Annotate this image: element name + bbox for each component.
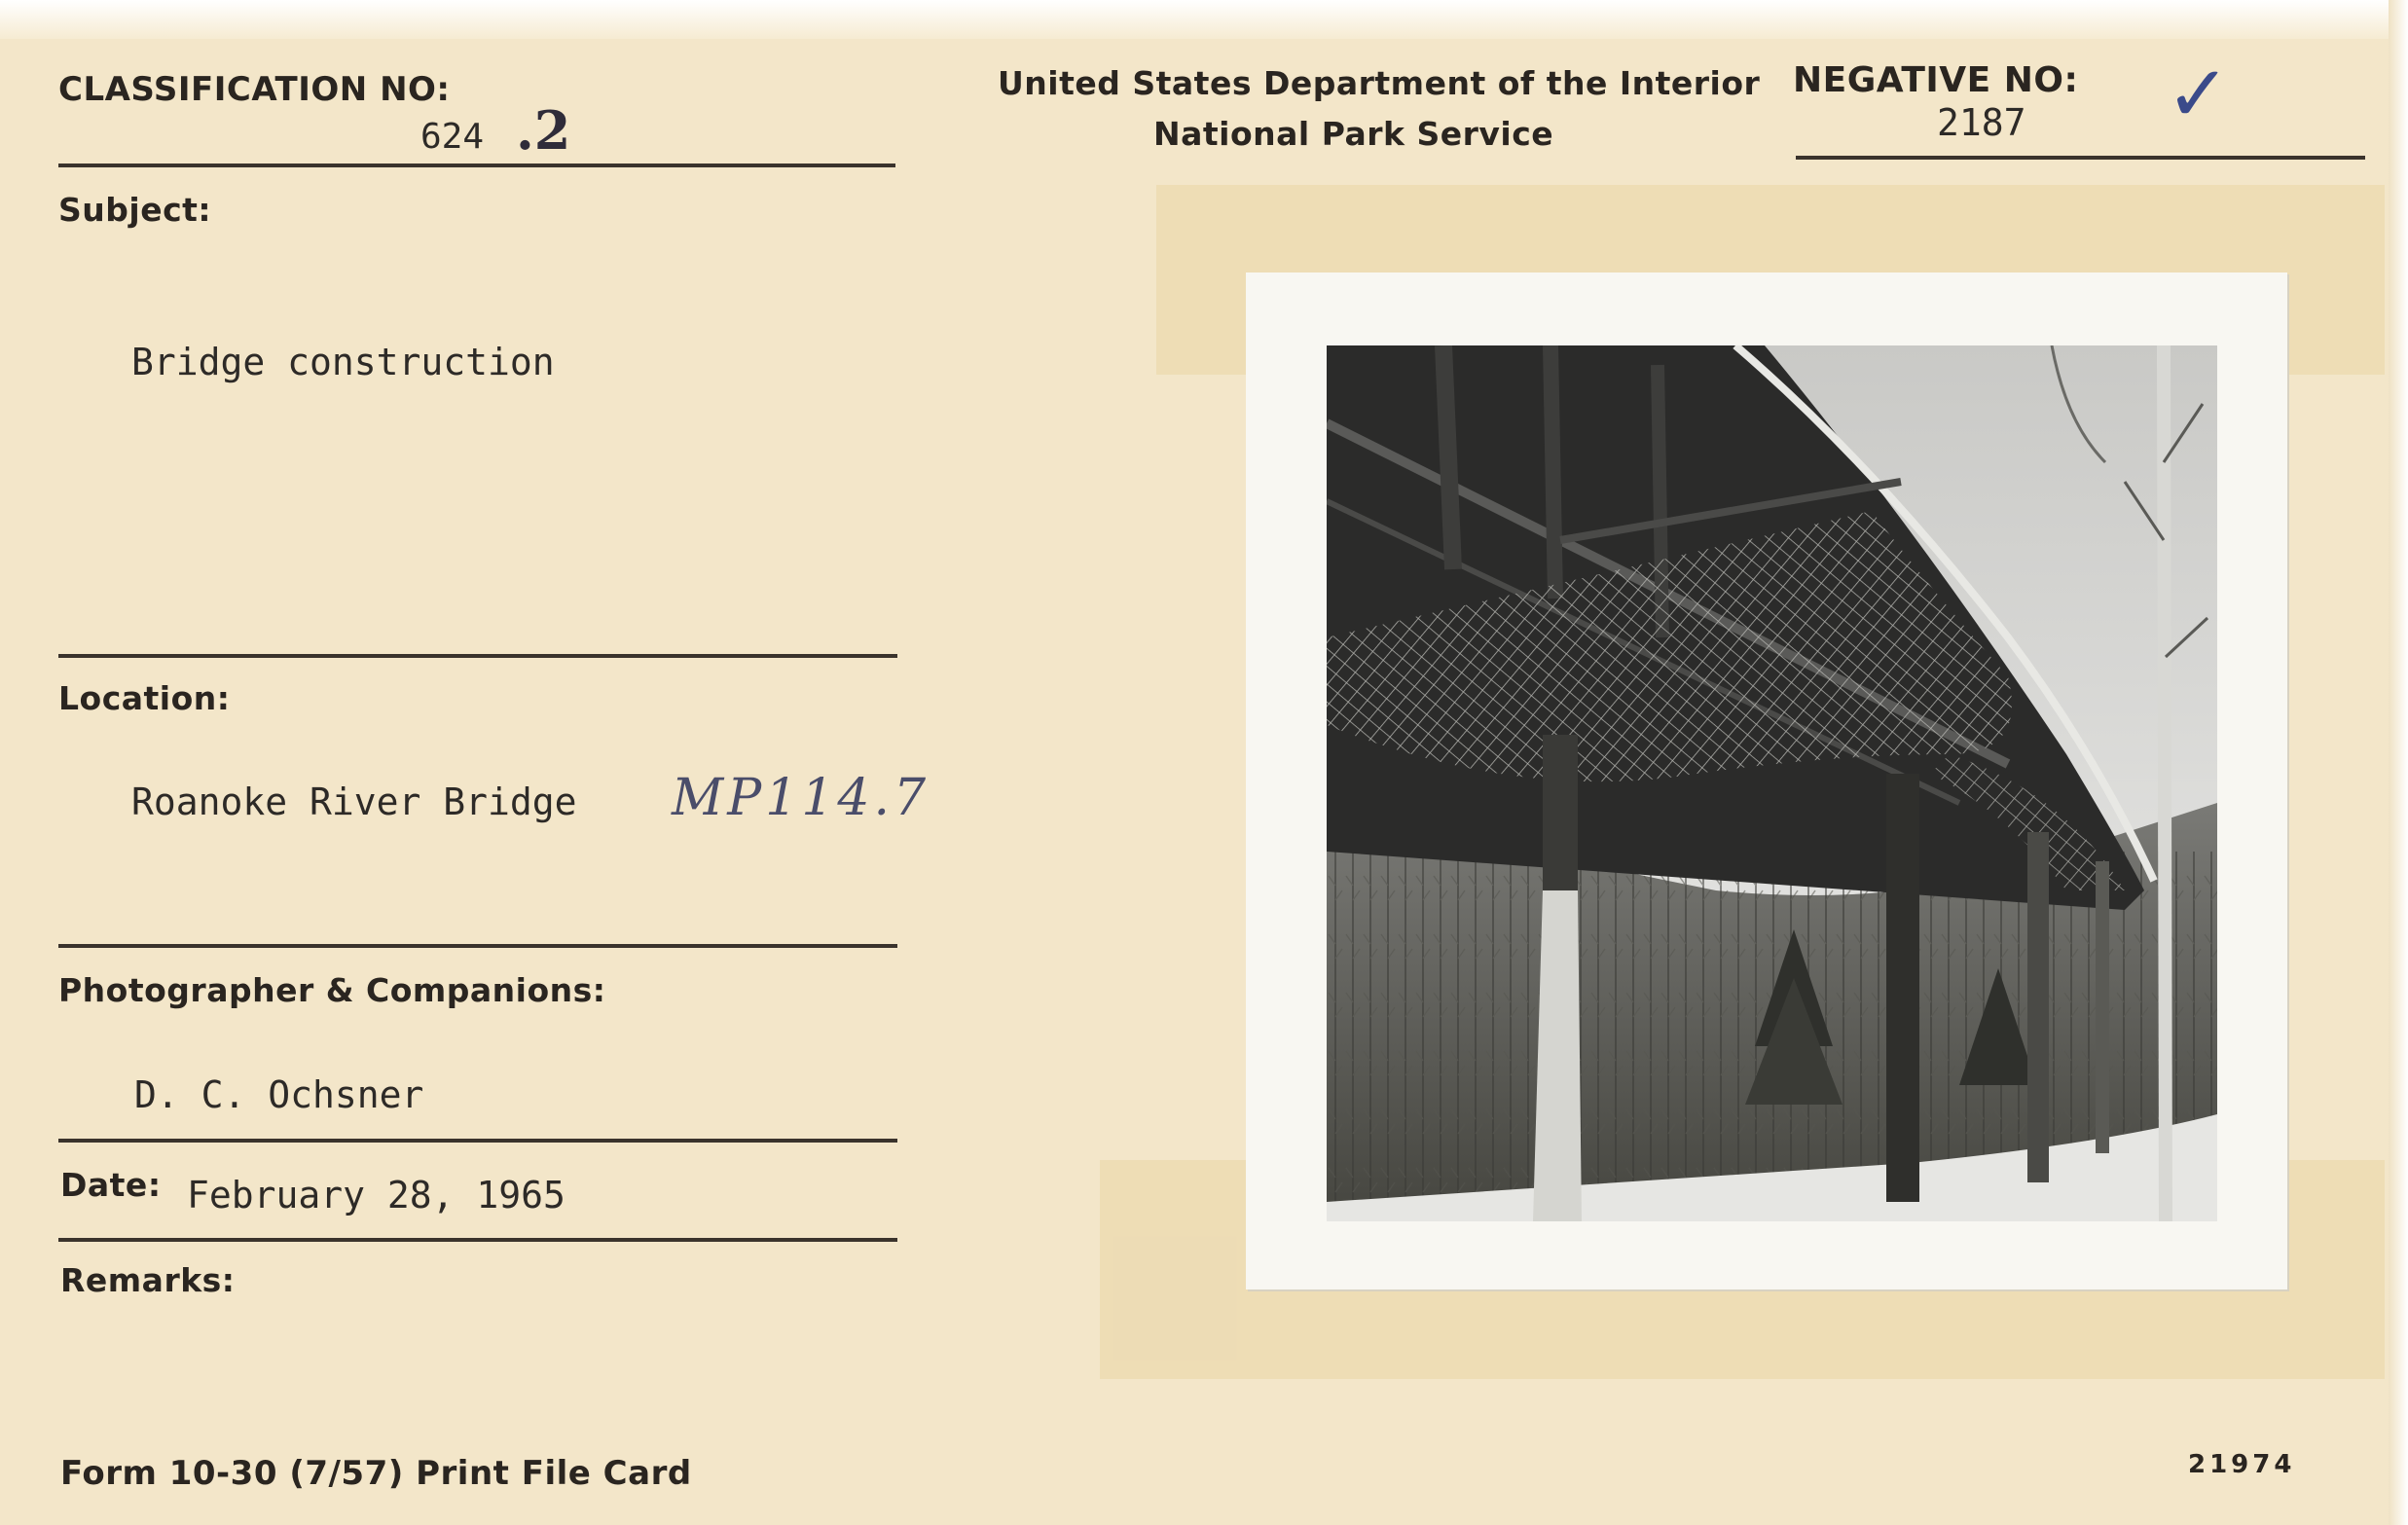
location-rule (58, 944, 897, 948)
bridge-underside-photo-icon (1327, 345, 2217, 1221)
scan-right-edge (2389, 0, 2408, 1525)
location-value: Roanoke River Bridge (131, 781, 577, 823)
photographer-value: D. C. Ochsner (134, 1073, 424, 1116)
agency-line-2: National Park Service (1153, 115, 1554, 153)
subject-label: Subject: (58, 191, 212, 229)
negative-label: NEGATIVE NO: (1793, 60, 2079, 100)
classification-label: CLASSIFICATION NO: (58, 70, 451, 109)
checkmark-icon: ✓ (2166, 49, 2232, 139)
date-rule (58, 1238, 897, 1242)
negative-value: 2187 (1937, 101, 2026, 144)
subject-value: Bridge construction (131, 341, 555, 383)
card-number: 21974 (2188, 1450, 2296, 1479)
remarks-label: Remarks: (60, 1261, 236, 1299)
negative-rule (1796, 156, 2365, 160)
classification-value: 624 (420, 117, 485, 157)
classification-rule (58, 163, 895, 167)
photographer-rule (58, 1139, 897, 1143)
agency-line-1: United States Department of the Interior (998, 64, 1761, 102)
form-label: Form 10-30 (7/57) Print File Card (60, 1454, 692, 1493)
bridge-photo (1327, 345, 2217, 1221)
date-value: February 28, 1965 (187, 1174, 566, 1216)
subject-rule (58, 654, 897, 658)
location-hand-note: MP114.7 (672, 769, 930, 827)
scan-top-edge (0, 0, 2408, 39)
date-label: Date: (60, 1166, 162, 1204)
photographer-label: Photographer & Companions: (58, 971, 606, 1009)
location-label: Location: (58, 679, 231, 717)
classification-hand-suffix: .2 (516, 99, 571, 162)
